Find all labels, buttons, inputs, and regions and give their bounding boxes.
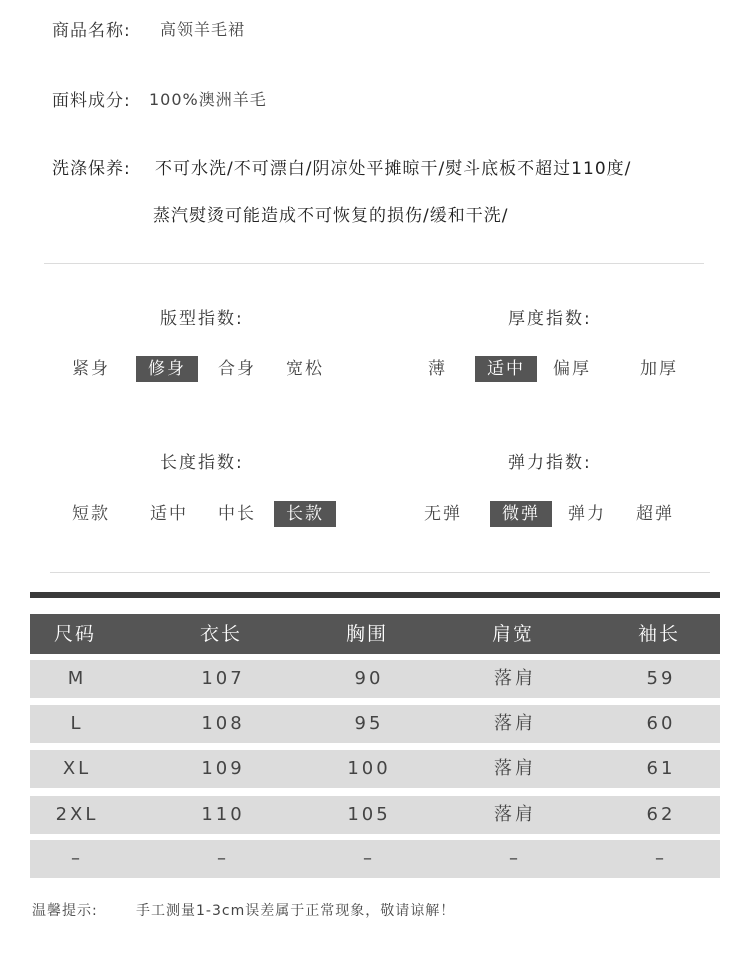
divider (50, 572, 710, 573)
cell-shoulder: 落肩 (494, 713, 536, 734)
product-name-value: 高领羊毛裙 (160, 20, 246, 39)
table-row (30, 796, 720, 834)
header-chest: 胸围 (346, 623, 389, 645)
tip-label: 温馨提示: (32, 903, 98, 919)
cell-chest: 90 (354, 668, 384, 689)
elasticity-option-none: 无弹 (424, 504, 462, 524)
thickness-index-title: 厚度指数: (508, 309, 592, 329)
cell-sleeve: 62 (646, 804, 676, 825)
fit-option-regular: 合身 (218, 359, 256, 379)
fit-option-loose: 宽松 (286, 359, 324, 379)
length-option-medium: 适中 (150, 504, 188, 524)
cell-chest: 95 (354, 713, 384, 734)
cell-size: – (71, 848, 83, 869)
fabric-value: 100%澳洲羊毛 (149, 90, 267, 109)
cell-chest: 105 (347, 804, 391, 825)
cell-sleeve: 60 (646, 713, 676, 734)
size-table-header (30, 614, 720, 654)
fit-option-tight: 紧身 (72, 359, 110, 379)
cell-chest: – (363, 848, 375, 869)
thickness-option-medium-selected: 适中 (475, 356, 537, 382)
cell-length: 109 (201, 758, 245, 779)
length-index-title: 长度指数: (160, 453, 244, 473)
length-option-long-selected: 长款 (274, 501, 336, 527)
elasticity-index-title: 弹力指数: (508, 453, 592, 473)
thickness-option-thick: 加厚 (640, 359, 678, 379)
cell-shoulder: – (509, 848, 521, 869)
care-line-1: 不可水洗/不可漂白/阴凉处平摊晾干/熨斗底板不超过110度/ (155, 159, 632, 179)
cell-sleeve: 59 (646, 668, 676, 689)
product-name-label: 商品名称: (52, 21, 131, 41)
fit-option-slim-selected: 修身 (136, 356, 198, 382)
cell-size: M (67, 668, 87, 689)
cell-length: – (217, 848, 229, 869)
header-length: 衣长 (200, 623, 243, 645)
table-top-rule (30, 592, 720, 598)
cell-length: 110 (201, 804, 245, 825)
header-shoulder: 肩宽 (492, 623, 535, 645)
length-option-short: 短款 (72, 504, 110, 524)
thickness-option-thickish: 偏厚 (553, 359, 591, 379)
table-row (30, 705, 720, 743)
cell-length: 108 (201, 713, 245, 734)
tip-text: 手工测量1-3cm误差属于正常现象，敬请谅解！ (136, 903, 456, 919)
cell-size: XL (62, 758, 92, 779)
cell-shoulder: 落肩 (494, 758, 536, 779)
fit-index-title: 版型指数: (160, 309, 244, 329)
cell-sleeve: 61 (646, 758, 676, 779)
cell-size: L (70, 713, 84, 734)
header-sleeve: 袖长 (638, 623, 681, 645)
cell-chest: 100 (347, 758, 391, 779)
elasticity-option-super: 超弹 (636, 504, 674, 524)
table-row (30, 660, 720, 698)
fabric-label: 面料成分: (52, 91, 131, 111)
header-size: 尺码 (54, 623, 97, 645)
cell-sleeve: – (655, 848, 667, 869)
care-line-2: 蒸汽熨烫可能造成不可恢复的损伤/缓和干洗/ (153, 206, 509, 226)
elasticity-option-stretch: 弹力 (568, 504, 606, 524)
table-row (30, 840, 720, 878)
cell-length: 107 (201, 668, 245, 689)
cell-size: 2XL (55, 804, 99, 825)
table-row (30, 750, 720, 788)
cell-shoulder: 落肩 (494, 668, 536, 689)
cell-shoulder: 落肩 (494, 804, 536, 825)
elasticity-option-slight-selected: 微弹 (490, 501, 552, 527)
care-label: 洗涤保养: (52, 159, 131, 179)
length-option-midlong: 中长 (218, 504, 256, 524)
thickness-option-thin: 薄 (428, 359, 447, 379)
divider (44, 263, 704, 264)
